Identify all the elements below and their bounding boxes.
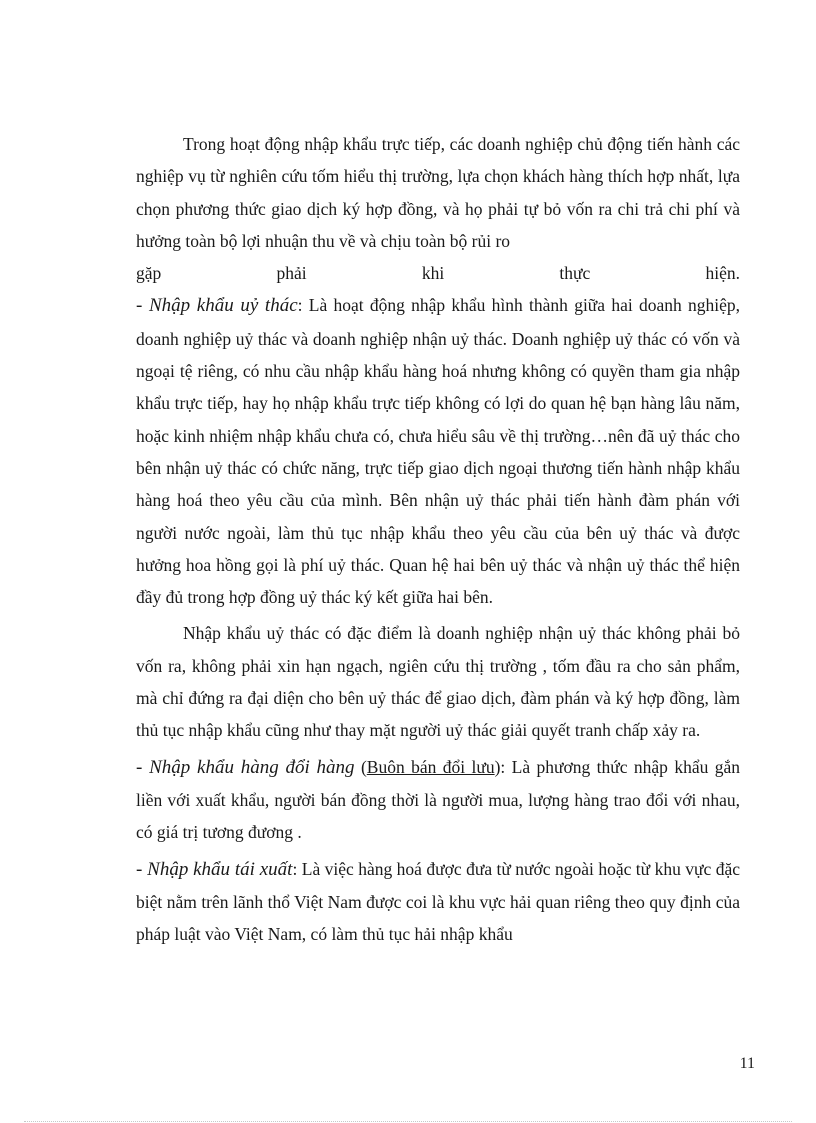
term-entrusted-import: - Nhập khẩu uỷ thác <box>136 295 298 317</box>
paragraph-direct-import-text: Trong hoạt động nhập khẩu trực tiếp, các doanh nghiệp chủ động tiến hành các nghiệp vụ từ nghiên cứu tốm hiểu thị trường, lựa chọn khách hàng thích hợp nhất, lựa chọn phương thức giao dịch ký hợp đồng, và họ phải tự bỏ vốn ra chi trả chi phí và hưởng toàn bộ lợi nhuận thu về và chịu toàn bộ rủi ro <box>136 134 740 251</box>
paragraph-barter-import: - Nhập khẩu hàng đổi hàng (Buôn bán đổi lưu): Là phương thức nhập khẩu gắn liền với xuất khẩu, người bán đồng thời là người mua, lượng hàng trao đổi với nhau, có giá trị tương đương . <box>136 756 740 843</box>
term-barter-import: - Nhập khẩu hàng đổi hàng <box>136 756 355 778</box>
paragraph-direct-import-last-line <box>136 257 740 289</box>
barter-trade-note: Buôn bán đổi lưu <box>366 756 495 777</box>
paragraph-direct-import <box>136 128 740 257</box>
paragraph-entrusted-import-text: : Là hoạt động nhập khẩu hình thành giữa hai doanh nghiệp, doanh nghiệp uỷ thác và doanh nghiệp nhận uỷ thác. Doanh nghiệp uỷ thác có vốn và ngoại tệ riêng, có nhu cầu nhập khẩu hàng hoá nhưng không có quyền tham gia nhập khẩu trực tiếp, hay họ nhập khẩu trực tiếp không có lợi do quan hệ bạn hàng lâu năm, hoặc kinh nhiệm nhập khẩu chưa có, chưa hiểu sâu về thị trường…nên đã uỷ thác cho bên nhận uỷ thác có chức năng, trực tiếp giao dịch ngoại thương tiến hành nhập khẩu hàng hoá theo yêu cầu của mình. Bên nhận uỷ thác phải tiến hành đàm phán với người nước ngoài, làm thủ tục nhập khẩu theo yêu cầu của bên uỷ thác và được hưởng hoa hồng gọi là phí uỷ thác. Quan hệ hai bên uỷ thác và nhận uỷ thác thể hiện đầy đủ trong hợp đồng uỷ thác ký kết giữa hai bên. <box>136 295 740 608</box>
paragraph-reexport-import-text: : Là việc hàng hoá được đưa từ nước ngoài hoặc từ khu vực đặc biệt nằm trên lãnh thổ Việt Nam được coi là khu vực hải quan riêng theo quy định của pháp luật vào Việt Nam, có làm thủ tục hải nhập khẩu <box>136 858 740 945</box>
footer-divider <box>24 1121 792 1122</box>
page-number: 11 <box>739 1055 755 1072</box>
paragraph-reexport-import <box>136 853 740 951</box>
paragraph-entrusted-characteristics-text: Nhập khẩu uỷ thác có đặc điểm là doanh nghiệp nhận uỷ thác không phải bỏ vốn ra, không phải xin hạn ngạch, ngiên cứu thị trường , tốm đầu ra cho sản phẩm, mà chỉ đứng ra đại diện cho bên uỷ thác để giao dịch, đàm phán và ký hợp đồng, làm thủ tục nhập khẩu cũng như thay mặt người uỷ thác giải quyết tranh chấp xảy ra. <box>136 623 740 741</box>
paragraph-direct-import-last-line-text: gặp phải khi thực hiện. <box>136 263 740 284</box>
paragraph-entrusted-import <box>136 289 740 613</box>
term-reexport-import: - Nhập khẩu tái xuất <box>136 858 293 880</box>
paragraph-entrusted-characteristics <box>136 617 740 746</box>
paragraph-barter-import-text: : Là phương thức nhập khẩu gắn liền với xuất khẩu, người bán đồng thời là người mua, lượng hàng trao đổi với nhau, có giá trị tương đương . <box>136 756 740 843</box>
body-text <box>136 128 740 950</box>
